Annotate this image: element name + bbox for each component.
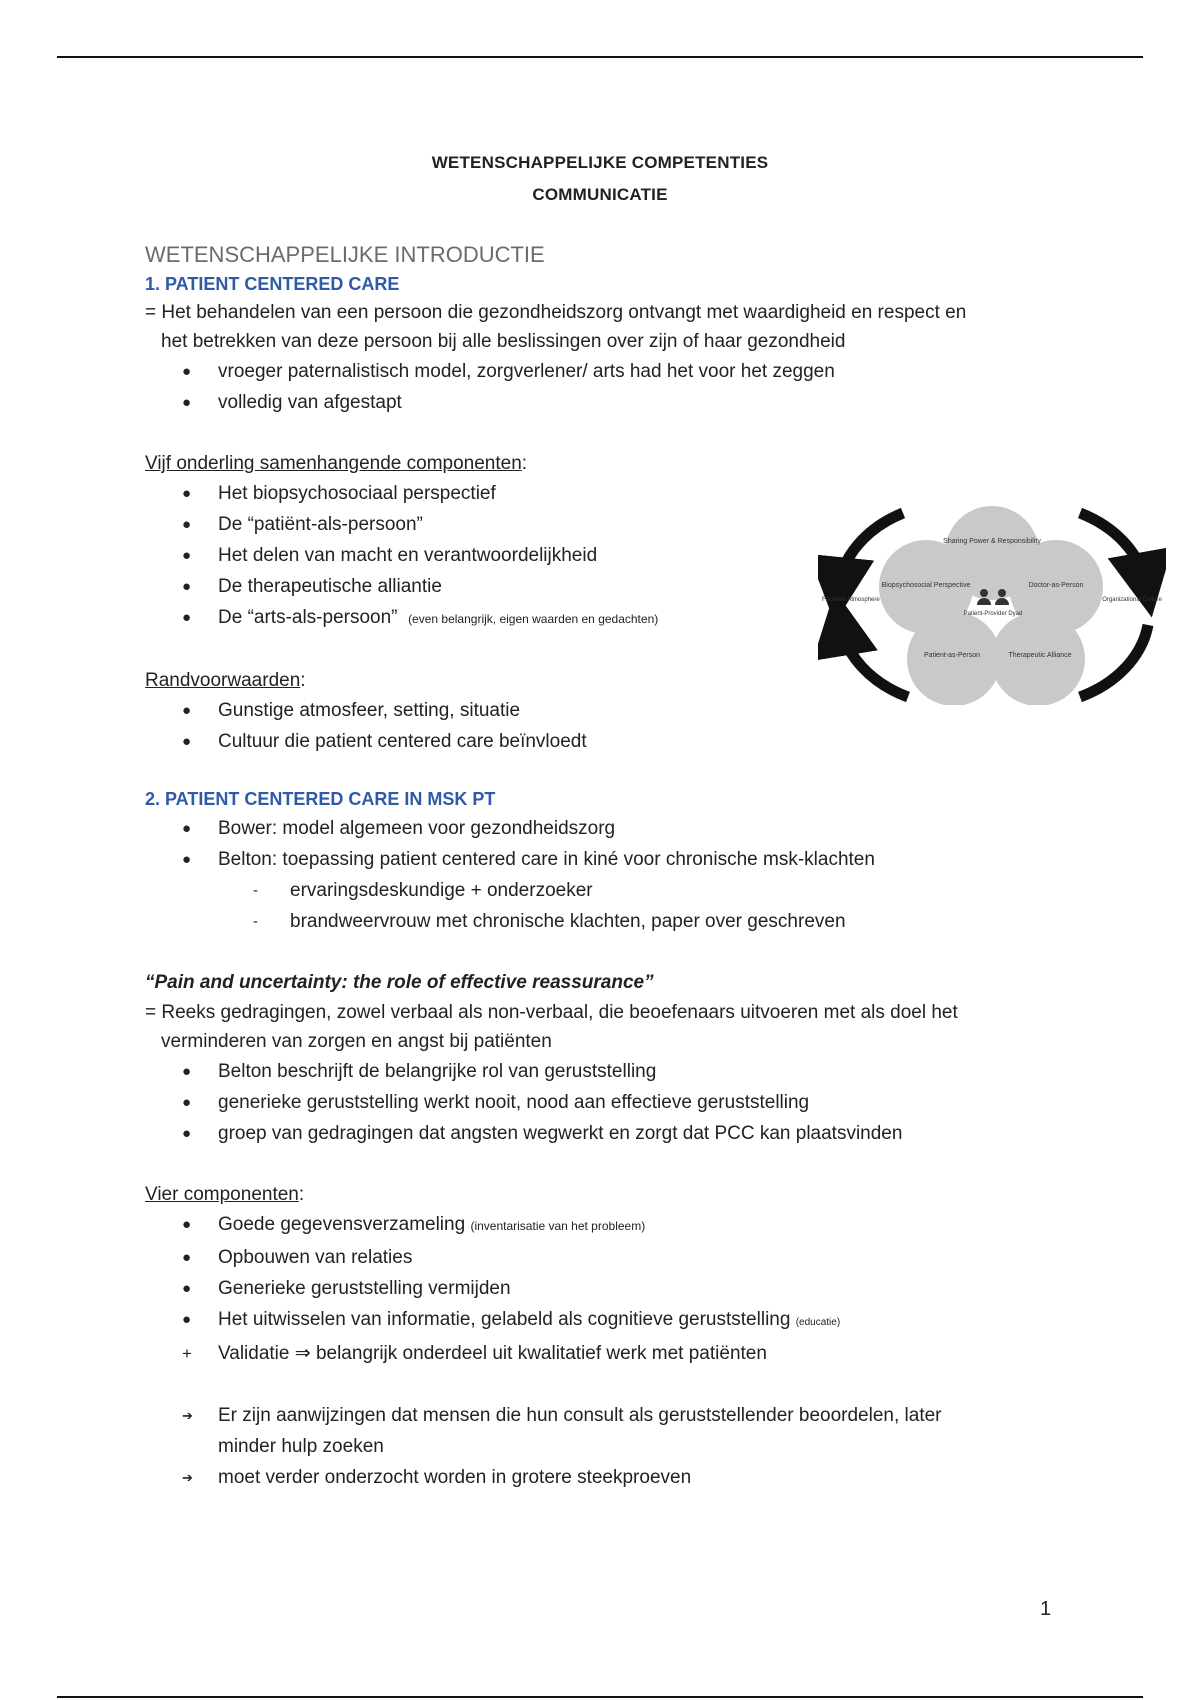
list-item: ● Cultuur die patient centered care beïnvloedt xyxy=(145,726,1045,757)
bullet-icon: ● xyxy=(182,820,192,837)
center-label: Patient-Provider Dyad xyxy=(963,611,1023,617)
conditions-label: Randvoorwaarden: xyxy=(145,670,306,691)
bullet-icon: ● xyxy=(182,851,192,868)
list-item: ➔ moet verder onderzocht worden in grotere steekproeven xyxy=(145,1462,1045,1493)
bullet-icon: ● xyxy=(182,516,192,533)
bullet-icon: ● xyxy=(182,1094,192,1111)
arrow-right-icon: ➔ xyxy=(182,1408,193,1423)
definition-line: = Reeks gedragingen, zowel verbaal als non-verbaal, die beoefenaars uitvoeren met als doel het xyxy=(145,1002,958,1023)
bullet-icon: ● xyxy=(182,1063,192,1080)
side-label: Organizational Culture xyxy=(1102,597,1162,603)
list-item: - brandweervrouw met chronische klachten, paper over geschreven xyxy=(145,906,1045,937)
bullet-list xyxy=(145,1056,1045,1149)
patient-centered-care-diagram xyxy=(818,505,1166,705)
bullet-list xyxy=(145,356,1045,418)
page-number: 1 xyxy=(1040,1598,1052,1620)
bullet-icon: ● xyxy=(182,702,192,719)
document-title: WETENSCHAPPELIJKE COMPETENTIES xyxy=(431,153,769,172)
list-item: ● Belton beschrijft de belangrijke rol van geruststelling xyxy=(145,1056,1045,1087)
list-item: ● Belton: toepassing patient centered care in kiné voor chronische msk-klachten xyxy=(145,844,1045,875)
list-item: ● vroeger paternalistisch model, zorgverlener/ arts had het voor het zeggen xyxy=(145,356,1045,387)
circle-label: Therapeutic Alliance xyxy=(1008,652,1072,659)
plus-icon: + xyxy=(182,1344,192,1363)
note: (even belangrijk, eigen waarden en gedachten) xyxy=(408,612,659,626)
paper-title: “Pain and uncertainty: the role of effective reassurance” xyxy=(145,972,654,993)
bullet-icon: ● xyxy=(182,1125,192,1142)
section-heading-intro: WETENSCHAPPELIJKE INTRODUCTIE xyxy=(145,242,545,267)
bullet-icon: ● xyxy=(182,1216,192,1233)
list-item: ● Het biopsychosociaal perspectief xyxy=(145,478,1045,509)
list-item: ● Gunstige atmosfeer, setting, situatie xyxy=(145,695,1045,726)
list-item: ● De “patiënt-als-persoon” xyxy=(145,509,1045,540)
bullet-icon: ● xyxy=(182,485,192,502)
arrow-left-bottom-icon xyxy=(840,623,908,697)
arrow-right-bottom-icon xyxy=(1080,625,1148,697)
circle-label: Patient-as-Person xyxy=(923,652,981,659)
list-item: ● Het uitwisselen van informatie, gelabeld als cognitieve geruststelling (educatie) xyxy=(145,1304,1045,1338)
definition-line: verminderen van zorgen en angst bij patiënten xyxy=(161,1031,552,1052)
heading-msk-pt: 2. PATIENT CENTERED CARE IN MSK PT xyxy=(145,789,496,809)
list-item: + Validatie ⇒ belangrijk onderdeel uit kwalitatief werk met patiënten xyxy=(145,1338,1045,1369)
note: (inventarisatie van het probleem) xyxy=(470,1219,646,1233)
list-item: ● Bower: model algemeen voor gezondheidszorg xyxy=(145,813,1045,844)
components-label: Vijf onderling samenhangende componenten: xyxy=(145,453,528,474)
list-item: ● Het delen van macht en verantwoordelijkheid xyxy=(145,540,1045,571)
list-item: ● Opbouwen van relaties xyxy=(145,1242,1045,1273)
header-rule xyxy=(57,56,1143,58)
side-label: Facilitate Atmosphere xyxy=(822,597,880,603)
circle-label: Sharing Power & Responsibility xyxy=(943,538,1041,545)
bullet-icon: ● xyxy=(182,1280,192,1297)
bullet-icon: ● xyxy=(182,394,192,411)
definition-line: = Het behandelen van een persoon die gezondheidszorg ontvangt met waardigheid en respect en xyxy=(145,302,967,323)
list-item: - ervaringsdeskundige + onderzoeker xyxy=(145,875,1045,906)
document-subtitle: COMMUNICATIE xyxy=(532,185,668,204)
list-item: ● De therapeutische alliantie xyxy=(145,571,1045,602)
note: (educatie) xyxy=(795,1317,841,1328)
circle-label: Doctor-as-Person xyxy=(1028,582,1084,589)
bullet-icon: ● xyxy=(182,1249,192,1266)
dash-icon: - xyxy=(253,913,258,930)
list-item: ➔ Er zijn aanwijzingen dat mensen die hun consult als geruststellender beoordelen, later minder hulp zoeken xyxy=(145,1400,1045,1462)
footer-rule xyxy=(57,1696,1143,1698)
circle-label: Biopsychosocial Perspective xyxy=(881,582,971,589)
bullet-list xyxy=(145,813,1045,937)
list-item: ● volledig van afgestapt xyxy=(145,387,1045,418)
list-item: ● Goede gegevensverzameling (inventarisatie van het probleem) xyxy=(145,1209,1045,1242)
bullet-icon: ● xyxy=(182,363,192,380)
list-item: ● Generieke geruststelling vermijden xyxy=(145,1273,1045,1304)
four-components-label: Vier componenten: xyxy=(145,1184,305,1205)
list-item: ● generieke geruststelling werkt nooit, nood aan effectieve geruststelling xyxy=(145,1087,1045,1118)
bullet-icon: ● xyxy=(182,547,192,564)
bullet-icon: ● xyxy=(182,609,192,626)
list-item: ● groep van gedragingen dat angsten wegwerkt en zorgt dat PCC kan plaatsvinden xyxy=(145,1118,1045,1149)
bullet-icon: ● xyxy=(182,733,192,750)
bullet-icon: ● xyxy=(182,578,192,595)
document-body xyxy=(145,240,1045,1493)
dash-icon: - xyxy=(253,882,258,899)
document-title-block xyxy=(0,147,1200,211)
arrow-list xyxy=(145,1400,1045,1493)
four-components-list xyxy=(145,1209,1045,1369)
list-item: ● De “arts-als-persoon” (even belangrijk, eigen waarden en gedachten) xyxy=(145,602,1045,635)
heading-patient-centered-care: 1. PATIENT CENTERED CARE xyxy=(145,274,400,294)
bullet-icon: ● xyxy=(182,1311,192,1328)
arrow-right-icon: ➔ xyxy=(182,1470,193,1485)
definition-line: het betrekken van deze persoon bij alle beslissingen over zijn of haar gezondheid xyxy=(161,331,846,352)
